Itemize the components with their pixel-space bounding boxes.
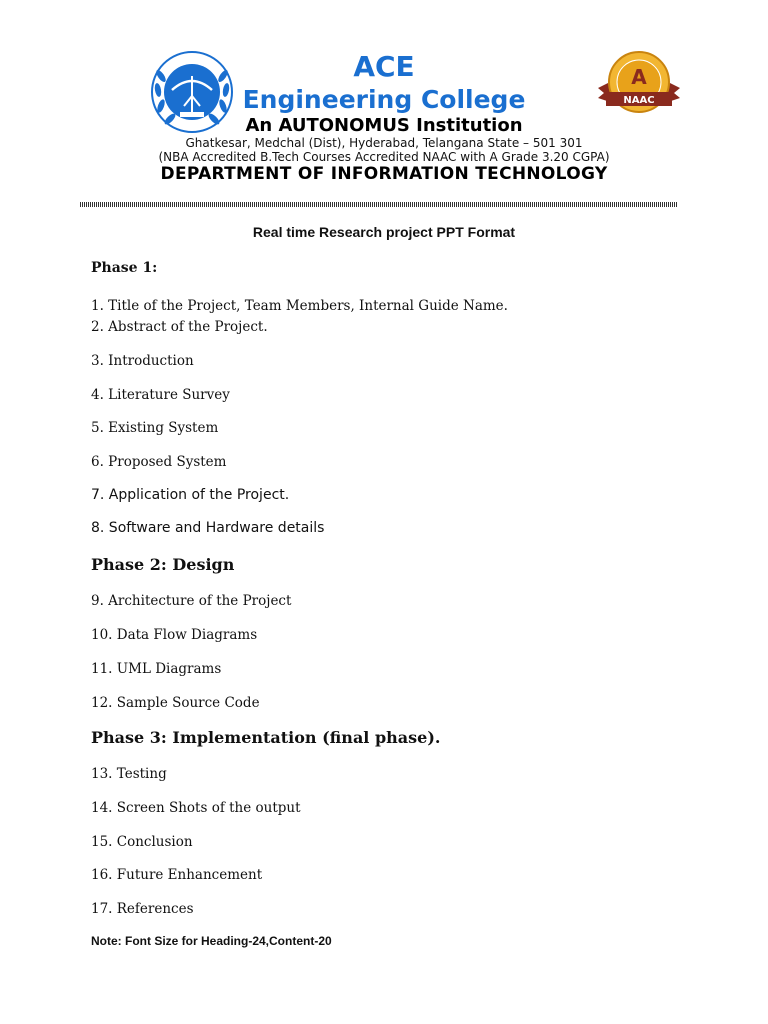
naac-grade: A [631, 65, 647, 89]
department-title: DEPARTMENT OF INFORMATION TECHNOLOGY [160, 164, 608, 184]
font-size-note: Note: Font Size for Heading-24,Content-20 [91, 934, 332, 948]
list-item: 10. Data Flow Diagrams [91, 627, 258, 643]
list-item: 14. Screen Shots of the output [91, 800, 301, 816]
accreditation-note: (NBA Accredited B.Tech Courses Accredited NAAC with A Grade 3.20 CGPA) [158, 150, 610, 164]
naac-label: NAAC [623, 95, 655, 106]
header-divider [80, 202, 678, 207]
document-title: Real time Research project PPT Format [252, 224, 516, 240]
college-name: ACE [353, 50, 415, 83]
institution-subtitle: An AUTONOMUS Institution [245, 115, 523, 136]
list-item: 3. Introduction [91, 353, 194, 369]
list-item: 12. Sample Source Code [91, 695, 260, 711]
phase3-heading: Phase 3: Implementation (final phase). [91, 728, 441, 747]
phase1-heading: Phase 1: [91, 260, 158, 276]
college-address: Ghatkesar, Medchal (Dist), Hyderabad, Telangana State – 501 301 [185, 136, 583, 150]
list-item: 9. Architecture of the Project [91, 593, 292, 609]
list-item: 15. Conclusion [91, 834, 193, 850]
list-item: 2. Abstract of the Project. [91, 319, 268, 335]
list-item: 16. Future Enhancement [91, 867, 263, 883]
list-item: 4. Literature Survey [91, 387, 230, 403]
phase2-heading: Phase 2: Design [91, 555, 235, 574]
list-item: 8. Software and Hardware details [91, 520, 325, 536]
list-item: 6. Proposed System [91, 454, 227, 470]
list-item: 11. UML Diagrams [91, 661, 222, 677]
list-item: 7. Application of the Project. [91, 487, 290, 503]
list-item: 1. Title of the Project, Team Members, Internal Guide Name. [91, 298, 508, 314]
list-item: 17. References [91, 901, 194, 917]
list-item: 13. Testing [91, 766, 167, 782]
college-name-line2: Engineering College [242, 85, 526, 114]
list-item: 5. Existing System [91, 420, 219, 436]
